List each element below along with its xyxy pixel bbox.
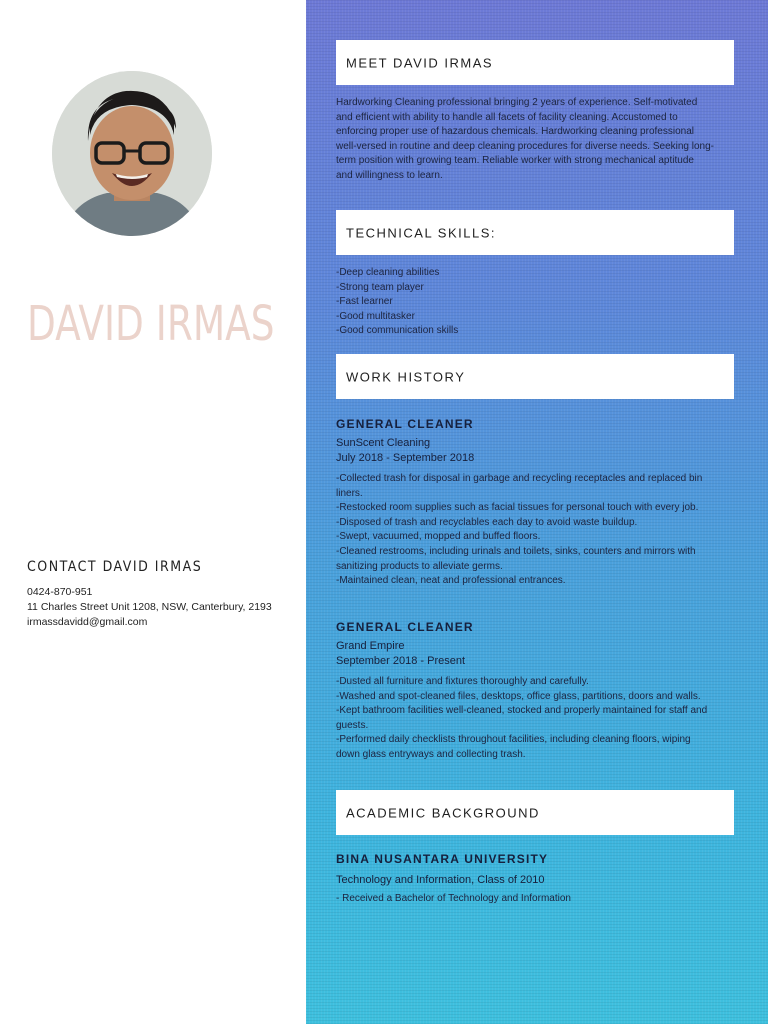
duty-line: -Restocked room supplies such as facial tissues for personal touch with every job. xyxy=(336,502,699,514)
about-line: enforcing proper use of hazardous chemicals. Hardworking cleaning professional xyxy=(336,126,694,138)
duty-line: -Washed and spot-cleaned files, desktops, office glass, partitions, doors and walls. xyxy=(336,690,701,702)
skill-item: -Strong team player xyxy=(336,281,424,293)
duty-line: -Disposed of trash and recyclables each day to avoid waste buildup. xyxy=(336,516,638,528)
job-duties xyxy=(336,472,730,589)
school-name: BINA NUSANTARA UNIVERSITY xyxy=(336,852,549,866)
job-dates: July 2018 - September 2018 xyxy=(336,452,475,464)
about-heading-bar xyxy=(336,40,734,85)
work-heading-bar xyxy=(336,354,734,399)
duty-line: -Performed daily checklists throughout facilities, including cleaning floors, wiping xyxy=(336,734,691,746)
contact-address: 11 Charles Street Unit 1208, NSW, Canterbury, 2193 xyxy=(27,601,272,613)
education-heading-bar xyxy=(336,790,734,835)
duty-line: -Dusted all furniture and fixtures thoroughly and carefully. xyxy=(336,676,589,687)
duty-line: -Swept, vacuumed, mopped and buffed floors. xyxy=(336,531,541,543)
skill-item: -Deep cleaning abilities xyxy=(336,267,440,278)
skills-heading-bar xyxy=(336,210,734,255)
about-line: and efficient with ability to handle all facets of facility cleaning. Accustomed to xyxy=(336,111,678,123)
about-line: Hardworking Cleaning professional bringing 2 years of experience. Self-motivated xyxy=(336,97,698,108)
job-dates: September 2018 - Present xyxy=(336,655,466,667)
about-paragraph xyxy=(336,96,730,184)
skills-heading: TECHNICAL SKILLS: xyxy=(346,225,497,240)
duty-line: -Collected trash for disposal in garbage and recycling receptacles and replaced bin xyxy=(336,473,703,484)
skill-item: -Fast learner xyxy=(336,296,393,307)
contact-email: irmassdavidd@gmail.com xyxy=(27,616,148,628)
contact-heading: CONTACT DAVID IRMAS xyxy=(27,559,203,575)
about-line: term position with growing team. Reliable worker with strong mechanical aptitude xyxy=(336,155,694,167)
duty-line: guests. xyxy=(336,719,369,731)
left-column xyxy=(0,0,306,1024)
education-heading: ACADEMIC BACKGROUND xyxy=(346,805,540,820)
school-program: Technology and Information, Class of 2010 xyxy=(336,874,545,886)
duty-line: liners. xyxy=(336,487,363,499)
about-line: well-versed in routine and deep cleaning procedures for diverse needs. Seeking long- xyxy=(336,140,715,152)
duty-line: -Maintained clean, neat and professional entrances. xyxy=(336,575,566,587)
school-note: - Received a Bachelor of Technology and Information xyxy=(336,893,571,904)
job-title: GENERAL CLEANER xyxy=(336,417,474,431)
duty-line: down glass entryways and collecting trash. xyxy=(336,748,526,760)
profile-photo-image xyxy=(52,71,212,236)
about-heading: MEET DAVID IRMAS xyxy=(346,55,494,70)
duty-line: sanitizing products to alleviate germs. xyxy=(336,560,503,572)
job-duties xyxy=(336,675,730,763)
duty-line: -Cleaned restrooms, including urinals and toilets, sinks, counters and mirrors with xyxy=(336,545,696,557)
duty-line: -Kept bathroom facilities well-cleaned, stocked and properly maintained for staff and xyxy=(336,705,708,717)
profile-photo xyxy=(52,71,212,236)
skill-item: -Good communication skills xyxy=(336,325,459,336)
job-title: GENERAL CLEANER xyxy=(336,620,474,634)
about-line: and willingness to learn. xyxy=(336,169,443,181)
skill-item: -Good multitasker xyxy=(336,310,415,322)
candidate-name: DAVID IRMAS xyxy=(27,296,275,352)
work-heading: WORK HISTORY xyxy=(346,369,466,384)
job-company: SunScent Cleaning xyxy=(336,437,431,449)
job-company: Grand Empire xyxy=(336,640,405,652)
contact-phone: 0424-870-951 xyxy=(27,586,93,598)
